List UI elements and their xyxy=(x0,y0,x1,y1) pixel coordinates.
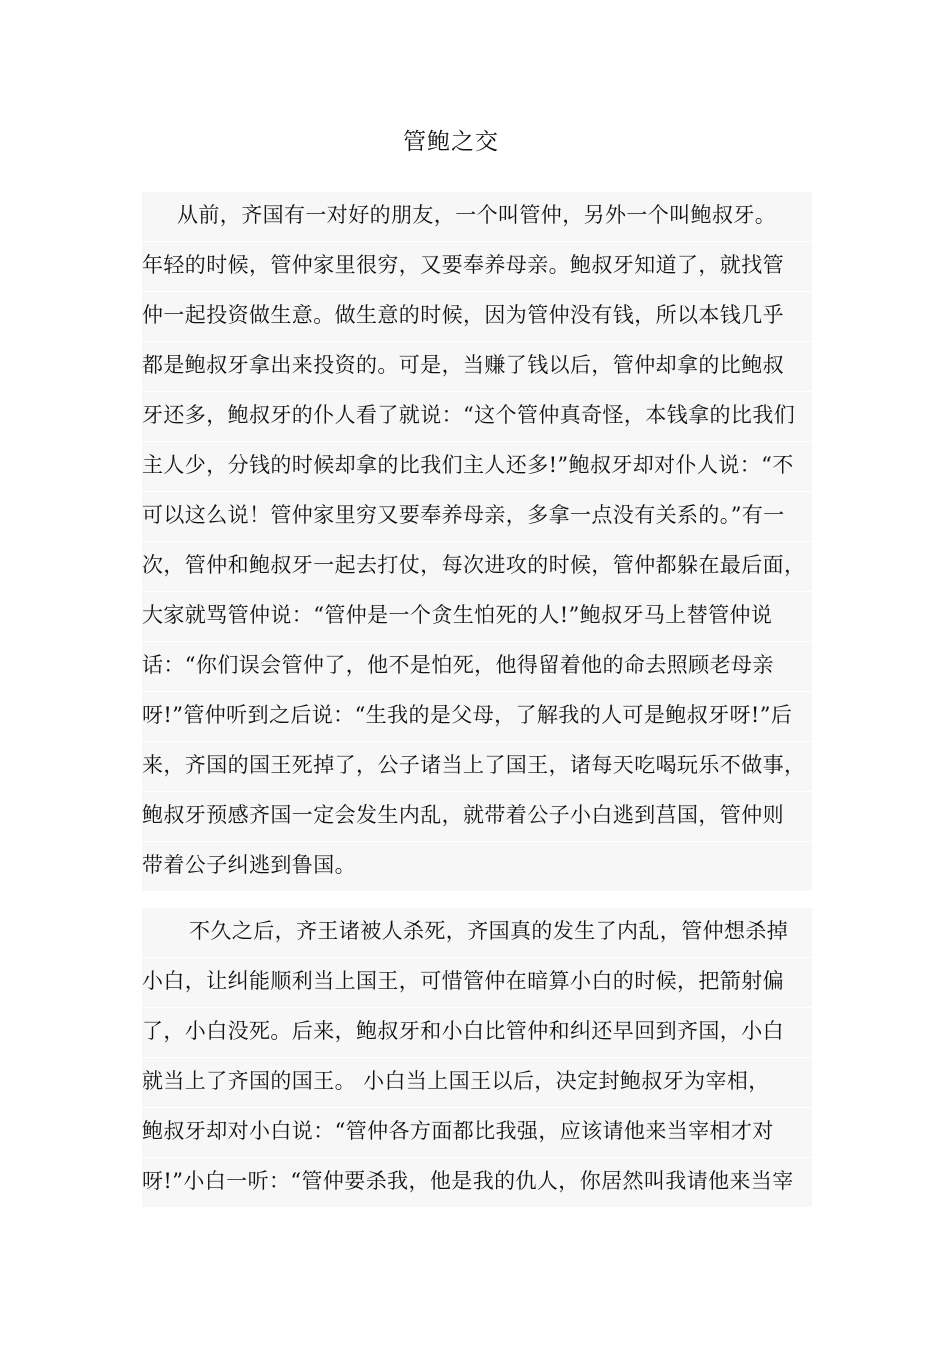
paragraph-line: 小白，让纠能顺利当上国王，可惜管仲在暗算小白的时候，把箭射偏 xyxy=(142,958,812,1008)
paragraph-line: 就当上了齐国的国王。 小白当上国王以后，决定封鲍叔牙为宰相， xyxy=(142,1058,812,1108)
paragraph-line: 话：“你们误会管仲了，他不是怕死，他得留着他的命去照顾老母亲 xyxy=(142,642,812,692)
paragraph-line: 不久之后，齐王诸被人杀死，齐国真的发生了内乱，管仲想杀掉 xyxy=(142,908,812,958)
paragraph-line: 仲一起投资做生意。做生意的时候，因为管仲没有钱，所以本钱几乎 xyxy=(142,292,812,342)
paragraph-line: 可以这么说！管仲家里穷又要奉养母亲，多拿一点没有关系的。”有一 xyxy=(142,492,812,542)
document-title: 管鲍之交 xyxy=(403,129,499,155)
paragraph-line: 从前，齐国有一对好的朋友，一个叫管仲，另外一个叫鲍叔牙。 xyxy=(142,192,812,242)
paragraph-line: 呀!”小白一听：“管仲要杀我，他是我的仇人，你居然叫我请他来当宰 xyxy=(142,1158,812,1208)
paragraph-line: 牙还多，鲍叔牙的仆人看了就说：“这个管仲真奇怪，本钱拿的比我们 xyxy=(142,392,812,442)
paragraph-line: 主人少，分钱的时候却拿的比我们主人还多!”鲍叔牙却对仆人说：“不 xyxy=(142,442,812,492)
paragraph-line: 大家就骂管仲说：“管仲是一个贪生怕死的人!”鲍叔牙马上替管仲说 xyxy=(142,592,812,642)
paragraph-line: 呀!”管仲听到之后说：“生我的是父母，了解我的人可是鲍叔牙呀!”后 xyxy=(142,692,812,742)
paragraph-line: 来，齐国的国王死掉了，公子诸当上了国王，诸每天吃喝玩乐不做事， xyxy=(142,742,812,792)
paragraph-line: 年轻的时候，管仲家里很穷，又要奉养母亲。鲍叔牙知道了，就找管 xyxy=(142,242,812,292)
paragraph-line: 都是鲍叔牙拿出来投资的。可是，当赚了钱以后，管仲却拿的比鲍叔 xyxy=(142,342,812,392)
paragraph-1 xyxy=(142,192,812,892)
paragraph-line: 带着公子纠逃到鲁国。 xyxy=(142,842,812,892)
paragraph-line: 鲍叔牙却对小白说：“管仲各方面都比我强，应该请他来当宰相才对 xyxy=(142,1108,812,1158)
paragraph-2 xyxy=(142,908,812,1208)
paragraph-line: 了，小白没死。后来，鲍叔牙和小白比管仲和纠还早回到齐国，小白 xyxy=(142,1008,812,1058)
paragraph-line: 鲍叔牙预感齐国一定会发生内乱，就带着公子小白逃到莒国，管仲则 xyxy=(142,792,812,842)
paragraph-line: 次，管仲和鲍叔牙一起去打仗，每次进攻的时候，管仲都躲在最后面， xyxy=(142,542,812,592)
